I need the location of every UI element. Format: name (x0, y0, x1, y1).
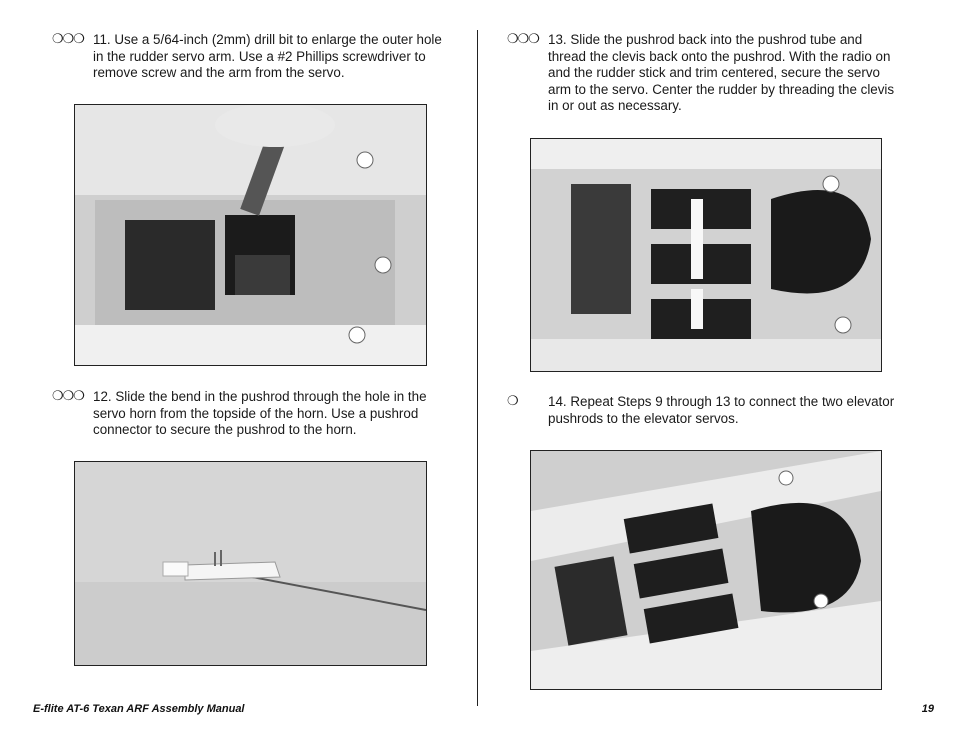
photo-step-12-pushrod-horn (74, 461, 427, 666)
column-divider (477, 30, 478, 706)
photo-step-13-clevis (530, 138, 882, 372)
photo-step-14-elevator-servos (530, 450, 882, 690)
checkbox-circles-icon[interactable]: ❍❍❍ (52, 389, 84, 404)
step-13 (507, 32, 897, 115)
step-11 (52, 32, 452, 82)
checkbox-circle-icon[interactable]: ❍ (507, 394, 518, 409)
checkbox-circles-icon[interactable]: ❍❍❍ (507, 32, 539, 47)
photo-step-11-servo-arm (74, 104, 427, 366)
step-12 (52, 389, 452, 439)
step-11-text: 11. Use a 5/64-inch (2mm) drill bit to enlarge the outer hole in the rudder servo arm. Use a #2 Phillips screwdriver to remove screw and the arm from the servo. (93, 32, 442, 81)
checkbox-circles-icon[interactable]: ❍❍❍ (52, 32, 84, 47)
step-12-text: 12. Slide the bend in the pushrod through the hole in the servo horn from the topside of the horn. Use a pushrod connector to secure the pushrod to the horn. (93, 389, 427, 438)
step-14-text: 14. Repeat Steps 9 through 13 to connect the two elevator pushrods to the elevator servos. (548, 394, 895, 426)
footer-manual-title: E-flite AT-6 Texan ARF Assembly Manual (33, 703, 245, 715)
step-14 (507, 394, 897, 427)
page-number: 19 (921, 703, 934, 715)
step-13-text: 13. Slide the pushrod back into the pushrod tube and thread the clevis back onto the pushrod. With the radio on and the rudder stick and trim centered, secure the servo arm to the servo. Center the rudder by threading the clevis in or out as necessary. (548, 32, 895, 114)
